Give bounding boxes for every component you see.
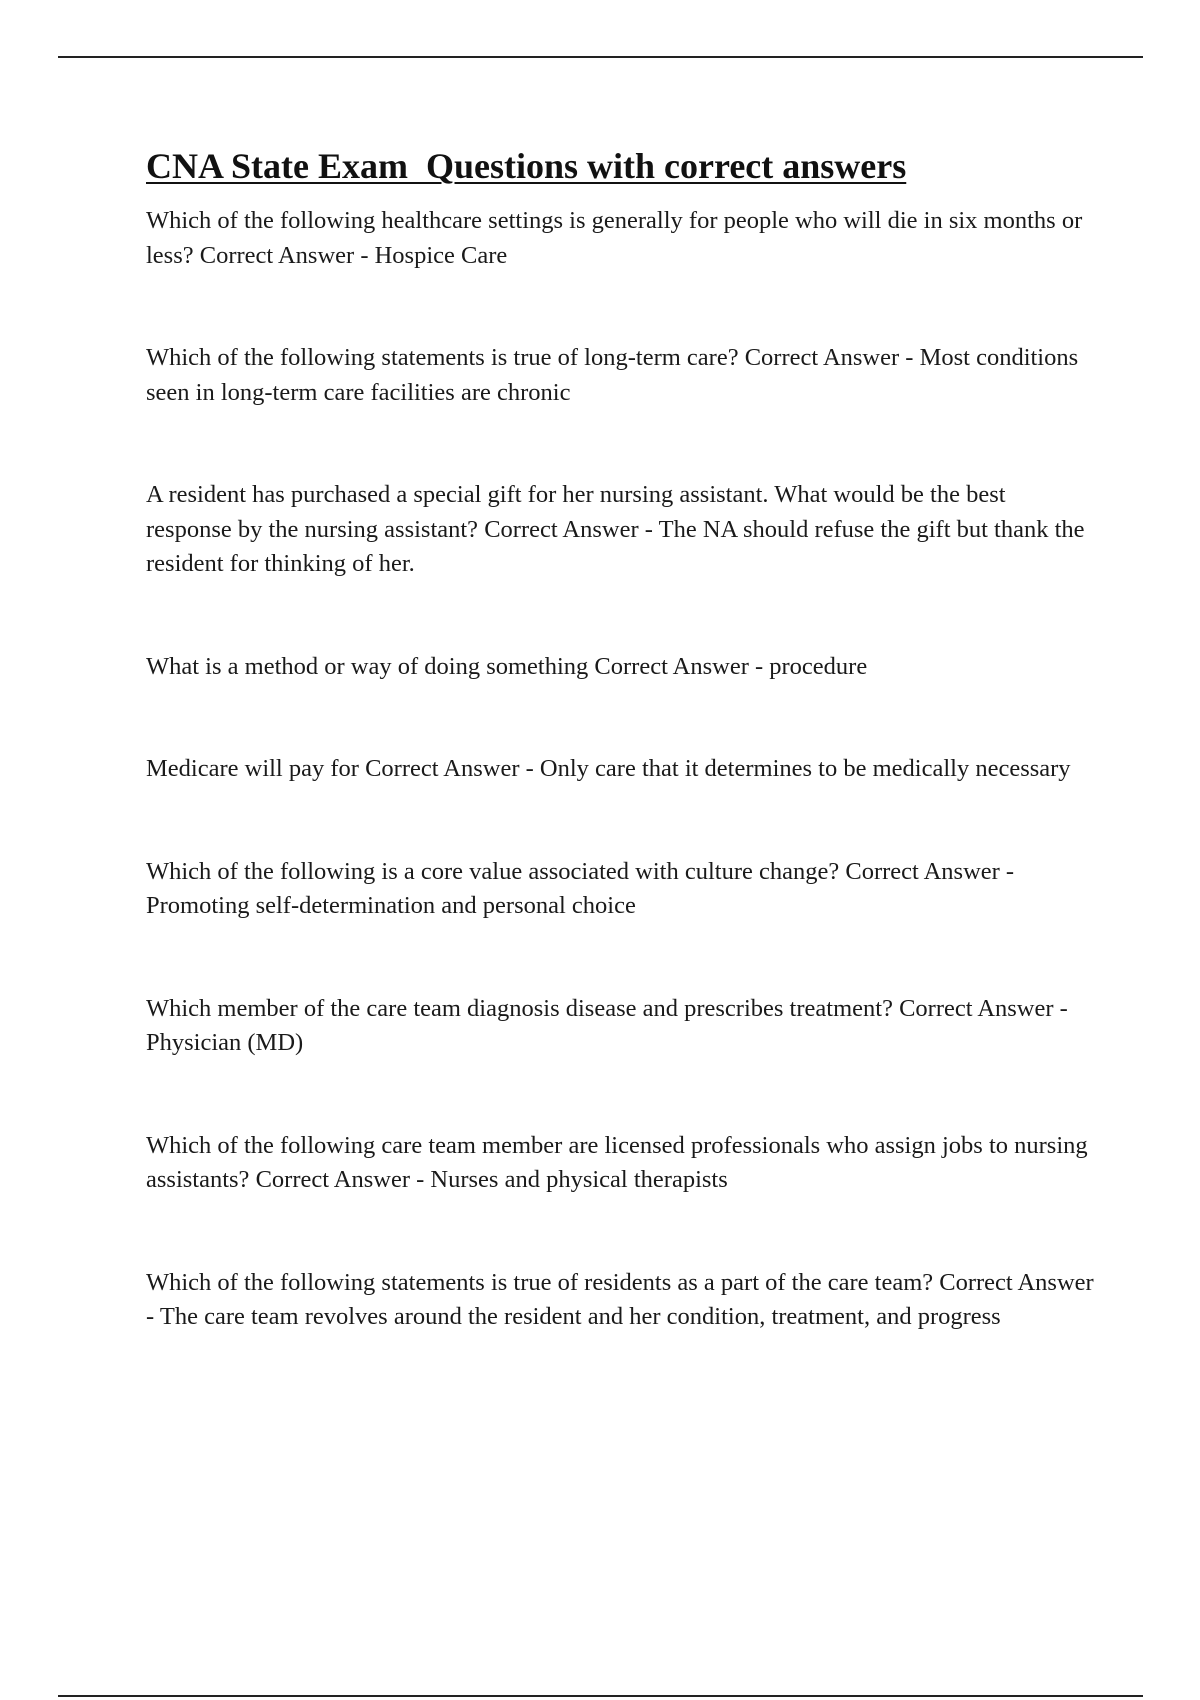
question-text: A resident has purchased a special gift for her nursing assistant. What would be the best response by the nursing assistant? bbox=[146, 481, 1006, 543]
document-title: CNA State Exam Questions with correct answers bbox=[146, 146, 907, 186]
answer-label: Correct Answer - bbox=[744, 344, 914, 371]
answer-text: The care team revolves around the resident and her condition, treatment, and progress bbox=[159, 1303, 1001, 1330]
answer-label: Correct Answer - bbox=[365, 755, 534, 782]
question-text: What is a method or way of doing something bbox=[146, 652, 589, 680]
qa-item bbox=[146, 1266, 1096, 1335]
question-text: Which of the following healthcare settings is generally for people who will die in six months or less? bbox=[146, 207, 1083, 269]
document-body bbox=[146, 142, 1096, 1335]
qa-item bbox=[146, 855, 1096, 924]
answer-label: Correct Answer - bbox=[899, 994, 1068, 1022]
qa-item bbox=[146, 341, 1096, 410]
qa-item bbox=[146, 204, 1096, 273]
qa-item bbox=[146, 478, 1096, 582]
answer-text: Only care that it determines to be medically necessary bbox=[539, 755, 1071, 782]
answer-label: Correct Answer - bbox=[255, 1166, 425, 1193]
qa-item bbox=[146, 752, 1096, 787]
answer-text: Physician (MD) bbox=[146, 1029, 304, 1056]
answer-label: Correct Answer - bbox=[845, 857, 1015, 885]
footer-rule bbox=[58, 1695, 1143, 1697]
answer-text: Most conditions seen in long-term care facilities are chronic bbox=[146, 344, 1079, 406]
question-text: Which of the following care team member are licensed professionals who assign jobs to nursing assistants? bbox=[146, 1131, 1088, 1193]
answer-text: Nurses and physical therapists bbox=[430, 1166, 728, 1193]
question-text: Medicare will pay for bbox=[146, 755, 359, 782]
qa-item bbox=[146, 1129, 1096, 1198]
header-rule bbox=[58, 56, 1143, 58]
answer-text: procedure bbox=[769, 652, 868, 680]
answer-label: Correct Answer - bbox=[594, 652, 764, 680]
question-text: Which of the following statements is true of long-term care? bbox=[146, 344, 739, 371]
answer-text: Hospice Care bbox=[374, 241, 508, 269]
question-text: Which of the following is a core value associated with culture change? bbox=[146, 857, 840, 885]
question-text: Which of the following statements is true of residents as a part of the care team? bbox=[146, 1268, 934, 1296]
qa-item bbox=[146, 992, 1096, 1061]
answer-text: Promoting self-determination and personal choice bbox=[146, 892, 636, 919]
qa-item bbox=[146, 650, 1096, 685]
answer-label: Correct Answer - bbox=[199, 241, 369, 269]
answer-text: The NA should refuse the gift but thank the resident for thinking of her. bbox=[146, 515, 1085, 577]
question-text: Which member of the care team diagnosis disease and prescribes treatment? bbox=[146, 994, 893, 1022]
qa-list bbox=[146, 204, 1096, 1335]
answer-label: Correct Answer - bbox=[146, 1268, 1094, 1330]
answer-label: Correct Answer - bbox=[484, 515, 653, 543]
